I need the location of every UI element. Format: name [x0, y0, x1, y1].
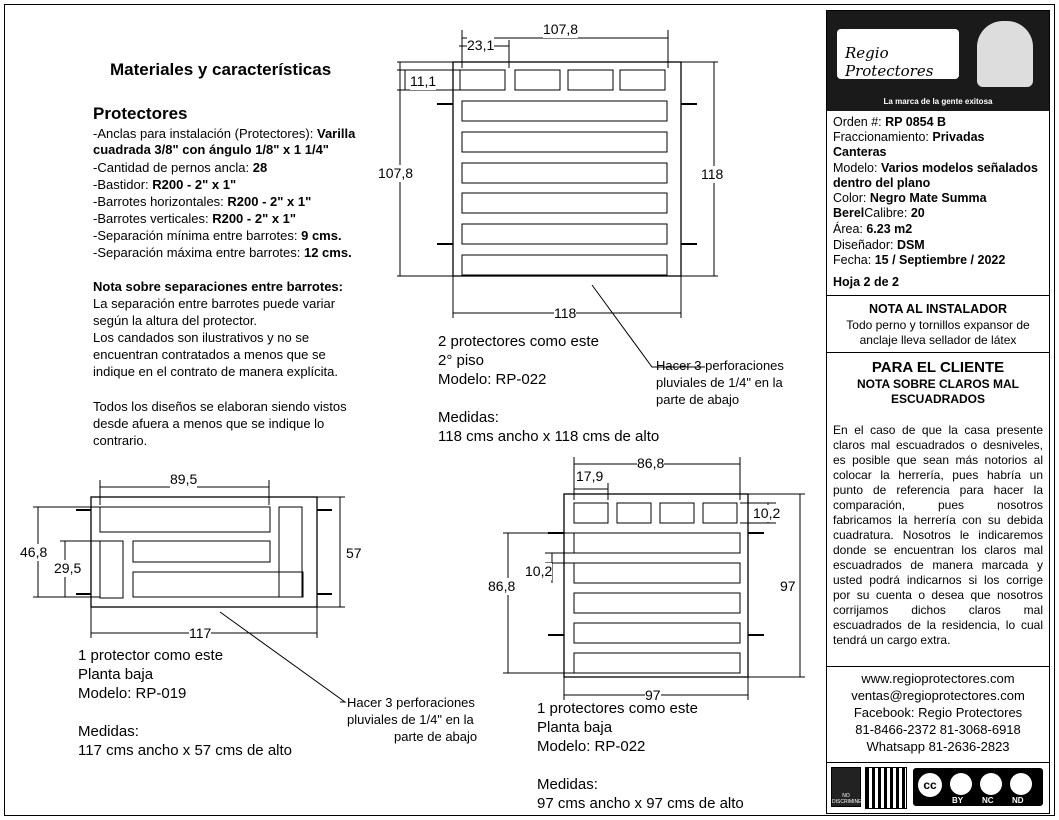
- subdivision-info: Canteras: [833, 145, 887, 159]
- note-title: Nota sobre separaciones entre barrotes:: [93, 279, 343, 294]
- measures-value: 117 cms ancho x 57 cms de alto: [78, 742, 292, 759]
- spec-line: -Cantidad de pernos ancla: 28: [93, 160, 268, 175]
- dim-label: 89,5: [170, 471, 198, 487]
- note-line: Los candados son ilustrativos y no se: [93, 330, 310, 345]
- callout-line: pluviales de 1/4" en la: [347, 712, 474, 727]
- dim-label: 107,8: [543, 21, 579, 37]
- note-line: según la altura del protector.: [93, 313, 258, 328]
- dim-label: 117: [189, 625, 212, 641]
- measures-value: 97 cms ancho x 97 cms de alto: [537, 795, 744, 812]
- desc-line: Modelo: RP-019: [78, 685, 187, 702]
- date-info: Fecha: 15 / Septiembre / 2022: [833, 253, 1006, 267]
- callout-line: Hacer 3 perforaciones: [656, 358, 784, 373]
- dim-label: 46,8: [20, 544, 48, 560]
- divider: [827, 666, 1049, 667]
- client-subtitle: ESCUADRADOS: [890, 392, 985, 406]
- desc-line: Modelo: RP-022: [438, 371, 547, 388]
- facebook-link[interactable]: Facebook: Regio Protectores: [853, 705, 1023, 720]
- by-icon: [950, 773, 972, 795]
- model-info: Modelo: Varios modelos señalados: [833, 161, 1038, 175]
- desc-line: Modelo: RP-022: [537, 738, 646, 755]
- spec-line: cuadrada 3/8" con ángulo 1/8" x 1 1/4": [93, 142, 329, 157]
- title-block: [826, 10, 1050, 814]
- dim-label: 23,1: [467, 37, 495, 53]
- spec-line: -Barrotes horizontales: R200 - 2" x 1": [93, 194, 312, 209]
- license-nc: NC: [982, 796, 994, 805]
- installer-text: anclaje lleva sellador de látex: [859, 333, 1017, 347]
- spec-line: -Separación mínima entre barrotes: 9 cms.: [93, 228, 342, 243]
- phone-numbers: 81-8466-2372 81-3068-6918: [855, 722, 1021, 737]
- spec-line: -Anclas para instalación (Protectores): Varilla: [93, 126, 356, 141]
- nc-icon: [980, 773, 1002, 795]
- tagline: La marca de la gente exitosa: [883, 97, 993, 106]
- callout-line: parte de abajo: [394, 729, 478, 744]
- order-info: Orden #: RP 0854 B: [833, 115, 947, 129]
- dim-label: 118: [701, 166, 724, 182]
- model-info: dentro del plano: [833, 176, 931, 190]
- spec-line: -Barrotes verticales: R200 - 2" x 1": [93, 211, 297, 226]
- helmet-icon: [977, 21, 1033, 87]
- desc-line: 1 protectores como este: [537, 700, 698, 717]
- note-line: encuentran contratados a menos que se: [93, 347, 326, 362]
- dim-label: 118: [554, 305, 577, 321]
- no-discrimination-icon: [831, 767, 865, 807]
- note-line: La separación entre barrotes puede variar: [93, 296, 336, 311]
- measures-label: Medidas:: [78, 723, 139, 740]
- color-caliber-info: BerelCalibre: 20: [833, 206, 925, 220]
- dim-label: 86,8: [488, 578, 516, 594]
- dim-label: 86,8: [637, 455, 665, 471]
- measures-label: Medidas:: [537, 776, 598, 793]
- subdivision-info: Fraccionamiento: Privadas: [833, 130, 985, 144]
- dim-label: 10,2: [525, 563, 553, 579]
- color-info: Color: Negro Mate Summa: [833, 191, 987, 205]
- design-note-line: desde afuera a menos que se indique lo: [93, 416, 325, 431]
- cc-icon: cc: [918, 773, 942, 797]
- dim-label: 97: [780, 578, 796, 594]
- company-logo: [827, 11, 1049, 111]
- desc-line: 1 protector como este: [78, 647, 224, 664]
- callout-line: pluviales de 1/4" en la: [656, 375, 783, 390]
- creative-commons-icon: [913, 768, 1043, 806]
- email-link[interactable]: ventas@regioprotectores.com: [851, 688, 1025, 703]
- protectors-heading: Protectores: [93, 104, 188, 123]
- area-info: Área: 6.23 m2: [833, 222, 913, 236]
- designer-info: Diseñador: DSM: [833, 238, 925, 252]
- spec-line: -Separación máxima entre barrotes: 12 cms.: [93, 245, 352, 260]
- license-nd: ND: [1012, 796, 1024, 805]
- desc-line: Planta baja: [78, 666, 154, 683]
- measures-label: Medidas:: [438, 409, 499, 426]
- desc-line: 2 protectores como este: [438, 333, 599, 350]
- nd-icon: [1010, 773, 1032, 795]
- note-line: indique en el contrato de manera explícita.: [93, 364, 338, 379]
- desc-line: 2° piso: [438, 352, 485, 369]
- design-note-line: contrario.: [93, 433, 148, 448]
- desc-line: Planta baja: [537, 719, 613, 736]
- installer-title: NOTA AL INSTALADOR: [869, 302, 1007, 316]
- client-note-text: En el caso de que la casa presente claros mal escuadrados o desniveles, es posible que sean más notorios al colocar la herrería, pues habría un punto de referencia para hacer la comparación, pues nosotros fabricamos la herrería con su debida cuadratura. Nosotros le indicaremos donde se encuentran los claros mal escuadrados de manera marcada y usted podrá indicarnos si los corrige por su cuenta o desea que nosotros corrijamos dichos claros mal escuadrados de la residencia, lo cual tendrá un cargo extra.: [833, 423, 1043, 647]
- divider: [827, 762, 1049, 763]
- logo-text: Regio Protectores: [845, 44, 934, 80]
- dim-label: 10,2: [753, 505, 781, 521]
- no-discrimination-text: NO DISCRIMINES: [832, 793, 865, 805]
- dim-label: 107,8: [378, 165, 414, 181]
- measures-value: 118 cms ancho x 118 cms de alto: [438, 428, 660, 445]
- materials-heading: Materiales y características: [110, 60, 332, 79]
- callout-line: Hacer 3 perforaciones: [347, 695, 475, 710]
- installer-text: Todo perno y tornillos expansor de: [846, 318, 1030, 332]
- dim-label: 11,1: [410, 73, 437, 89]
- whatsapp-number: Whatsapp 81-2636-2823: [866, 739, 1010, 754]
- client-title: PARA EL CLIENTE: [871, 359, 1005, 376]
- divider: [827, 352, 1049, 353]
- sheet-number: Hoja 2 de 2: [833, 275, 899, 289]
- license-by: BY: [952, 796, 964, 805]
- dim-label: 29,5: [54, 560, 82, 576]
- client-subtitle: NOTA SOBRE CLAROS MAL: [857, 377, 1019, 391]
- dim-label: 17,9: [576, 468, 604, 484]
- spec-line: -Bastidor: R200 - 2" x 1": [93, 177, 237, 192]
- divider: [827, 295, 1049, 296]
- design-note-line: Todos los diseños se elaboran siendo vistos: [93, 399, 347, 414]
- dim-label: 57: [346, 545, 362, 561]
- qr-code-icon[interactable]: [865, 767, 907, 809]
- callout-line: parte de abajo: [656, 392, 740, 407]
- website-link[interactable]: www.regioprotectores.com: [861, 671, 1015, 686]
- dim-label: 97: [645, 687, 661, 703]
